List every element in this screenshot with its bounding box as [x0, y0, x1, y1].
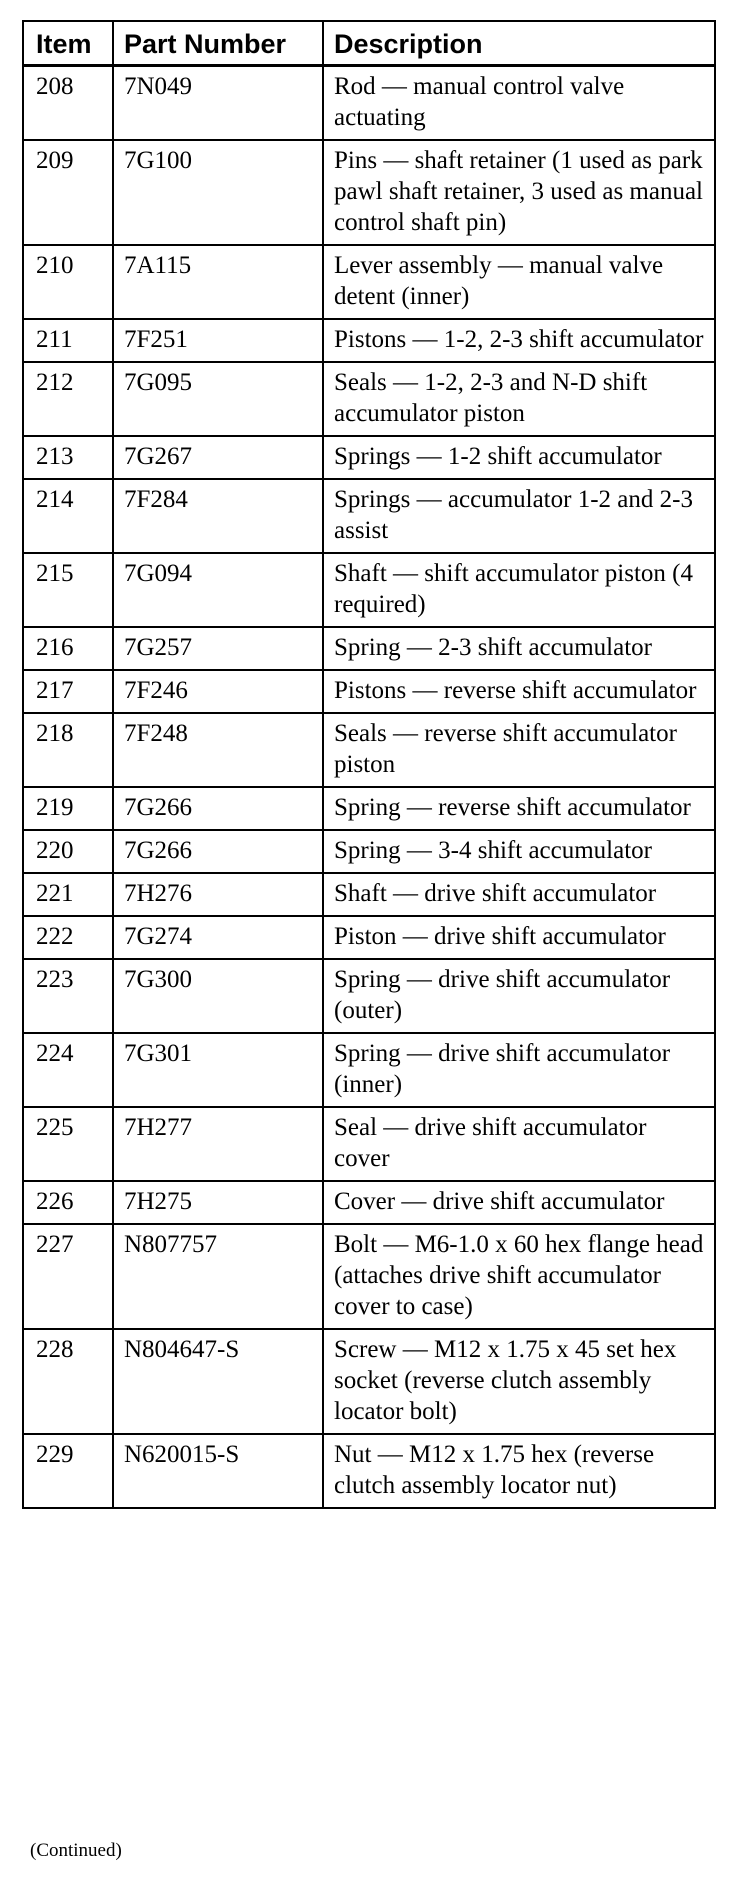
description-cell: Springs — accumulator 1-2 and 2-3 assist — [323, 479, 715, 553]
table-row — [23, 553, 715, 627]
column-header-item: Item — [23, 21, 113, 66]
part-number-cell: 7G095 — [113, 362, 323, 436]
table-row — [23, 1033, 715, 1107]
part-number-cell: 7A115 — [113, 245, 323, 319]
part-number-cell: 7G301 — [113, 1033, 323, 1107]
part-number-cell: 7H277 — [113, 1107, 323, 1181]
item-cell: 228 — [23, 1329, 113, 1434]
part-number-cell: 7G094 — [113, 553, 323, 627]
item-cell: 227 — [23, 1224, 113, 1329]
table-row — [23, 959, 715, 1033]
table-row — [23, 670, 715, 713]
parts-table — [22, 20, 716, 1509]
part-number-cell: N804647-S — [113, 1329, 323, 1434]
description-cell: Piston — drive shift accumulator — [323, 916, 715, 959]
description-cell: Screw — M12 x 1.75 x 45 set hex socket (reverse clutch assembly locator bolt) — [323, 1329, 715, 1434]
part-number-cell: 7G300 — [113, 959, 323, 1033]
table-row — [23, 787, 715, 830]
item-cell: 212 — [23, 362, 113, 436]
table-row — [23, 1329, 715, 1434]
description-cell: Shaft — shift accumulator piston (4 required) — [323, 553, 715, 627]
item-cell: 208 — [23, 66, 113, 141]
table-row — [23, 66, 715, 141]
table-row — [23, 245, 715, 319]
column-header-description: Description — [323, 21, 715, 66]
description-cell: Cover — drive shift accumulator — [323, 1181, 715, 1224]
part-number-cell: 7F284 — [113, 479, 323, 553]
table-row — [23, 1224, 715, 1329]
item-cell: 213 — [23, 436, 113, 479]
table-row — [23, 479, 715, 553]
part-number-cell: 7N049 — [113, 66, 323, 141]
item-cell: 216 — [23, 627, 113, 670]
table-row — [23, 713, 715, 787]
description-cell: Seal — drive shift accumulator cover — [323, 1107, 715, 1181]
item-cell: 224 — [23, 1033, 113, 1107]
part-number-cell: 7G267 — [113, 436, 323, 479]
description-cell: Bolt — M6-1.0 x 60 hex flange head (attaches drive shift accumulator cover to case) — [323, 1224, 715, 1329]
part-number-cell: 7G257 — [113, 627, 323, 670]
table-row — [23, 873, 715, 916]
part-number-cell: N807757 — [113, 1224, 323, 1329]
item-cell: 210 — [23, 245, 113, 319]
part-number-cell: 7H276 — [113, 873, 323, 916]
parts-table-container — [22, 20, 714, 1509]
part-number-cell: 7G266 — [113, 787, 323, 830]
description-cell: Springs — 1-2 shift accumulator — [323, 436, 715, 479]
continued-note: (Continued) — [30, 1840, 122, 1861]
item-cell: 220 — [23, 830, 113, 873]
table-header-row — [23, 21, 715, 66]
table-row — [23, 1434, 715, 1508]
description-cell: Shaft — drive shift accumulator — [323, 873, 715, 916]
table-row — [23, 319, 715, 362]
description-cell: Seals — 1-2, 2-3 and N-D shift accumulator piston — [323, 362, 715, 436]
item-cell: 215 — [23, 553, 113, 627]
item-cell: 225 — [23, 1107, 113, 1181]
column-header-part-number: Part Number — [113, 21, 323, 66]
description-cell: Spring — drive shift accumulator (inner) — [323, 1033, 715, 1107]
item-cell: 209 — [23, 140, 113, 245]
table-row — [23, 916, 715, 959]
description-cell: Spring — 3-4 shift accumulator — [323, 830, 715, 873]
description-cell: Rod — manual control valve actuating — [323, 66, 715, 141]
item-cell: 226 — [23, 1181, 113, 1224]
part-number-cell: 7F246 — [113, 670, 323, 713]
description-cell: Seals — reverse shift accumulator piston — [323, 713, 715, 787]
description-cell: Lever assembly — manual valve detent (inner) — [323, 245, 715, 319]
part-number-cell: 7F251 — [113, 319, 323, 362]
part-number-cell: 7G100 — [113, 140, 323, 245]
table-body — [23, 66, 715, 1509]
table-row — [23, 830, 715, 873]
item-cell: 218 — [23, 713, 113, 787]
item-cell: 217 — [23, 670, 113, 713]
table-row — [23, 1181, 715, 1224]
table-row — [23, 140, 715, 245]
description-cell: Nut — M12 x 1.75 hex (reverse clutch assembly locator nut) — [323, 1434, 715, 1508]
description-cell: Spring — drive shift accumulator (outer) — [323, 959, 715, 1033]
part-number-cell: 7H275 — [113, 1181, 323, 1224]
item-cell: 219 — [23, 787, 113, 830]
part-number-cell: 7G266 — [113, 830, 323, 873]
table-row — [23, 436, 715, 479]
item-cell: 214 — [23, 479, 113, 553]
item-cell: 211 — [23, 319, 113, 362]
description-cell: Spring — 2-3 shift accumulator — [323, 627, 715, 670]
description-cell: Pistons — 1-2, 2-3 shift accumulator — [323, 319, 715, 362]
description-cell: Spring — reverse shift accumulator — [323, 787, 715, 830]
part-number-cell: 7G274 — [113, 916, 323, 959]
item-cell: 223 — [23, 959, 113, 1033]
item-cell: 229 — [23, 1434, 113, 1508]
description-cell: Pistons — reverse shift accumulator — [323, 670, 715, 713]
table-row — [23, 362, 715, 436]
part-number-cell: 7F248 — [113, 713, 323, 787]
table-row — [23, 1107, 715, 1181]
part-number-cell: N620015-S — [113, 1434, 323, 1508]
table-row — [23, 627, 715, 670]
item-cell: 221 — [23, 873, 113, 916]
item-cell: 222 — [23, 916, 113, 959]
description-cell: Pins — shaft retainer (1 used as park pawl shaft retainer, 3 used as manual control shaft pin) — [323, 140, 715, 245]
